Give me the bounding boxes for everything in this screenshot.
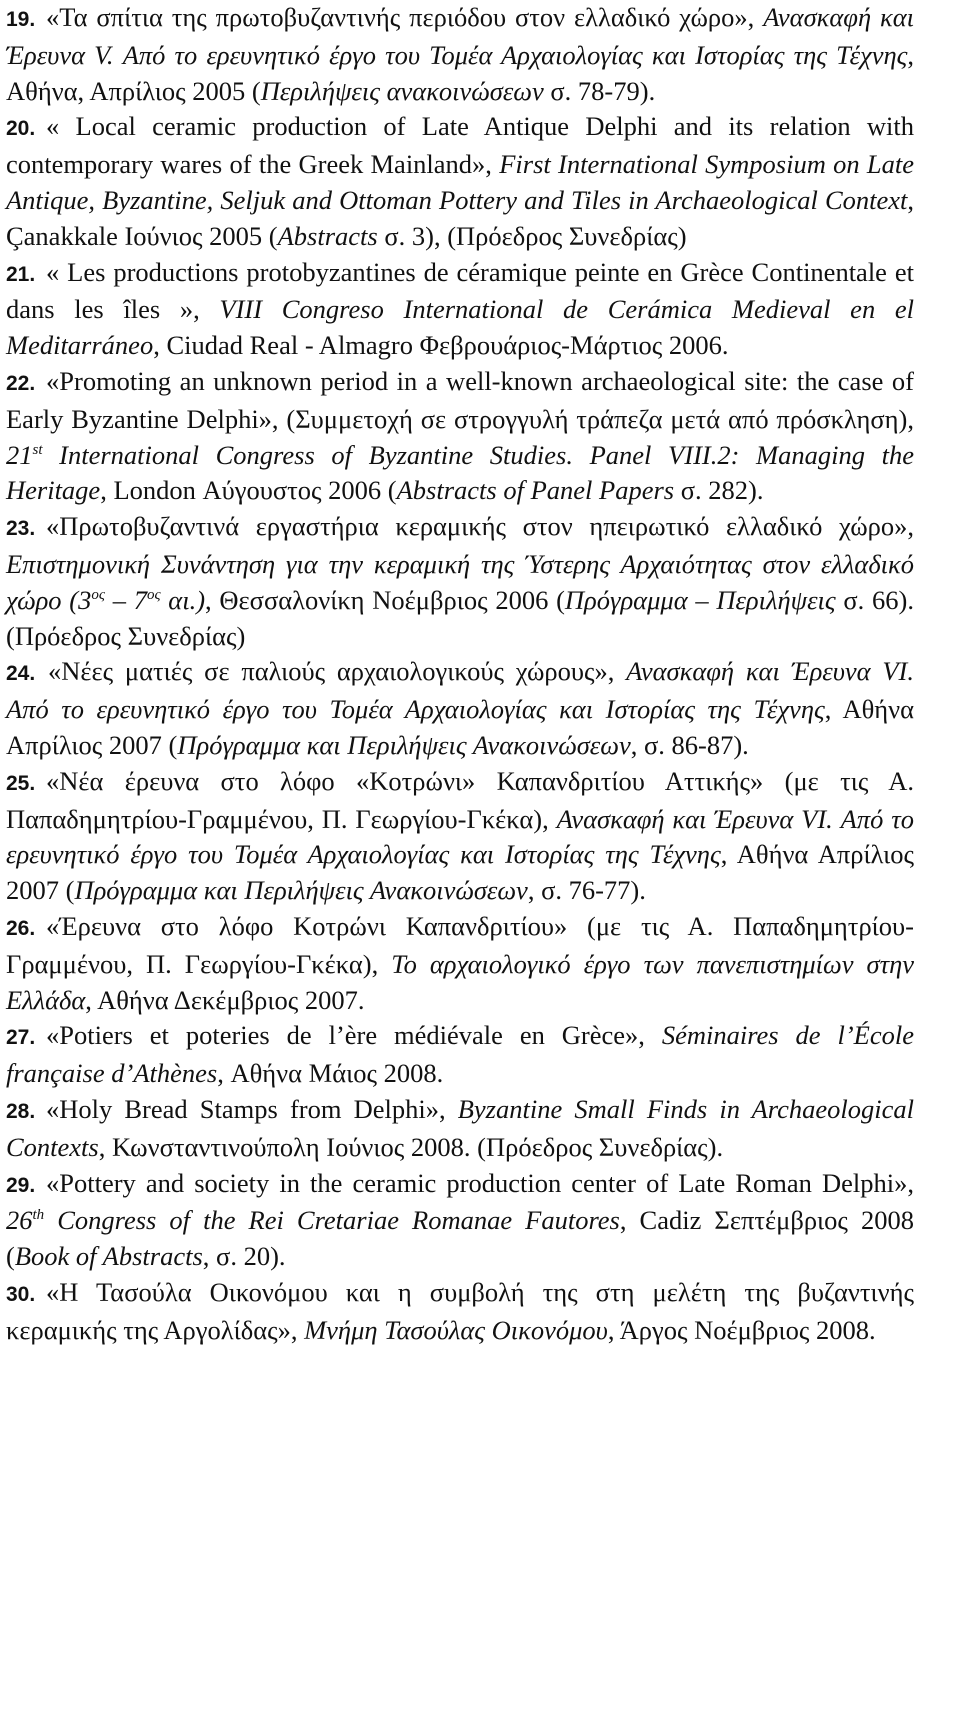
entry-text: «Pottery and society in the ceramic production center of Late Roman Delphi», <box>46 1167 914 1198</box>
italic-text: Séminaires de l’École française d’Athènes <box>6 1020 914 1089</box>
entry-number: 30. <box>6 1282 36 1306</box>
entry-number: 27. <box>6 1026 36 1050</box>
italic-text: Byzantine Small Finds in Archaeological Contexts <box>6 1093 915 1162</box>
italic-text: Μνήμη Τασούλας Οικονόμου <box>304 1314 608 1345</box>
entry-text: σ. 78-79). <box>543 75 656 106</box>
superscript-text: ος <box>91 586 105 603</box>
entry-text: σ. 3), (Πρόεδρος Συνεδρίας) <box>377 220 687 251</box>
italic-text: Το αρχαιολογικό έργο των πανεπιστημίων στην Ελλάδα <box>6 948 914 1015</box>
entry-text: « Local ceramic production of Late Antique Delphi and its relation with contemporary wares of the Greek Mainland», <box>6 111 914 180</box>
bibliography-entry <box>6 909 914 1018</box>
italic-text: VIII Congreso International de Cerámica Medieval en el Meditarráneo <box>6 294 914 361</box>
italic-text: Congress of the Rei Cretariae Romanae Fautores <box>44 1205 620 1236</box>
italic-text: Επιστημονική Συνάντηση για την κεραμική της Ύστερης Αρχαιότητας στον ελλαδικό χώρο (3 <box>6 548 914 615</box>
entry-text: , Θεσσαλονίκη Νοέμβριος 2006 ( <box>205 584 565 615</box>
entry-text: , Αθήνα, Απρίλιος 2005 ( <box>6 39 914 106</box>
italic-text: Abstracts <box>277 220 378 251</box>
bibliography-entry <box>6 1092 914 1166</box>
bibliography-entry <box>6 1166 914 1275</box>
entry-text: , Αθήνα Απρίλιος 2007 ( <box>6 839 914 906</box>
italic-text: Ανασκαφή και Έρευνα VI. Από το ερευνητικό έργο του Τομέα Αρχαιολογίας και Ιστορίας της Τέχνης <box>6 803 914 870</box>
italic-text: Πρόγραμμα και Περιλήψεις Ανακοινώσεων <box>74 875 528 906</box>
superscript-text: th <box>32 1207 45 1224</box>
entry-text: , Cadiz Σεπτέμβριος 2008 ( <box>6 1205 914 1272</box>
italic-text: Book of Abstracts <box>14 1241 203 1272</box>
entry-text: , Άργος Νοέμβριος 2008. <box>607 1314 876 1345</box>
entry-number: 21. <box>6 262 36 286</box>
entry-text: , σ. 76-77). <box>527 875 646 906</box>
entry-text: , Çanakkale Ιούνιος 2005 ( <box>6 184 914 251</box>
bibliography-entry <box>6 1018 914 1092</box>
entry-text: «Νέα έρευνα στο λόφο «Κοτρώνι» Καπανδριτίου Αττικής» (με τις Α. Παπαδημητρίου-Γραμμένου, Π. Γεωργίου-Γκέκα), <box>6 765 914 834</box>
italic-text: Abstracts of Panel Papers <box>396 475 675 506</box>
entry-number: 25. <box>6 771 36 795</box>
bibliography-entry <box>6 364 914 509</box>
bibliography-entry <box>6 764 914 909</box>
italic-text: Πρόγραμμα – Περιλήψεις <box>564 584 836 615</box>
entry-text: «Potiers et poteries de l’ère médiévale en Grèce», <box>46 1020 662 1051</box>
italic-text: Ανασκαφή και Έρευνα VI. Από το ερευνητικό έργο του Τομέα Αρχαιολογίας και Ιστορίας της Τέχνης <box>6 656 914 725</box>
entry-text: , Αθήνα Δεκέμβριος 2007. <box>85 984 365 1015</box>
entry-number: 29. <box>6 1173 36 1197</box>
bibliography-entry <box>6 654 914 763</box>
bibliography-entry <box>6 1275 914 1349</box>
entry-text: σ. 66). (Πρόεδρος Συνεδρίας) <box>6 584 914 651</box>
entry-number: 28. <box>6 1099 36 1123</box>
entry-text: « Les productions protobyzantines de céramique peinte en Grèce Continentale et dans les îles », <box>6 256 914 325</box>
bibliography-entry <box>6 509 914 654</box>
entry-text: σ. 282). <box>674 475 764 506</box>
italic-text: 21 <box>6 439 33 470</box>
entry-text: «Έρευνα στο λόφο Κοτρώνι Καπανδριτίου» (με τις Α. Παπαδημητρίου-Γραμμένου, Π. Γεωργίου-Γκέκα), <box>6 910 914 979</box>
entry-number: 22. <box>6 371 36 395</box>
italic-text: International Congress of Byzantine Studies. Panel VIII.2: Managing the Heritage <box>6 439 914 506</box>
bibliography-entry <box>6 109 914 254</box>
italic-text: 26 <box>6 1205 33 1236</box>
entry-number: 23. <box>6 517 36 541</box>
entry-text: , σ. 86-87). <box>630 729 749 760</box>
entry-text: , London Αύγουστος 2006 ( <box>100 475 397 506</box>
entry-text: , Αθήνα Μάιος 2008. <box>217 1058 444 1089</box>
entry-text: «Holy Bread Stamps from Delphi», <box>46 1093 458 1124</box>
entry-text: «Promoting an unknown period in a well-known archaeological site: the case of Early Byzantine Delphi», (Συμμετοχή σε στρογγυλή τράπεζα μετά από πρόσκληση), <box>6 365 914 434</box>
entry-number: 20. <box>6 117 36 141</box>
italic-text: – 7 <box>104 584 147 615</box>
entry-text: , σ. 20). <box>202 1241 286 1272</box>
entry-text: , Αθήνα Απρίλιος 2007 ( <box>6 694 915 760</box>
italic-text: First International Symposium on Late Antique, Byzantine, Seljuk and Ottoman Pottery and Tiles in Archaeological Context <box>6 149 914 215</box>
entry-text: «Πρωτοβυζαντινά εργαστήρια κεραμικής στον ηπειρωτικό ελλαδικό χώρο», <box>46 511 914 542</box>
italic-text: Πρόγραμμα και Περιλήψεις Ανακοινώσεων <box>177 729 631 760</box>
entry-number: 24. <box>6 662 36 686</box>
superscript-text: st <box>32 441 43 458</box>
entry-number: 26. <box>6 916 36 940</box>
bibliography-list <box>6 0 914 1348</box>
bibliography-entry <box>6 255 914 364</box>
entry-text: , Κωνσταντινούπολη Ιούνιος 2008. (Πρόεδρος Συνεδρίας). <box>98 1131 724 1162</box>
entry-text: «Νέες ματιές σε παλιούς αρχαιολογικούς χώρους», <box>48 656 627 687</box>
entry-text: «Τα σπίτια της πρωτοβυζαντινής περιόδου στον ελλαδικό χώρο», <box>46 2 764 32</box>
italic-text: αι.) <box>160 584 206 615</box>
superscript-text: ος <box>146 586 161 603</box>
entry-number: 19. <box>6 8 36 31</box>
entry-text: , Ciudad Real - Almagro Φεβρουάριος-Μάρτιος 2006. <box>153 330 729 361</box>
italic-text: Ανασκαφή και Έρευνα V. Από το ερευνητικό έργο του Τομέα Αρχαιολογίας και Ιστορίας της Τέχνης <box>6 2 914 70</box>
bibliography-entry <box>6 0 914 109</box>
entry-text: «Η Τασούλα Οικονόμου και η συμβολή της στη μελέτη της βυζαντινής κεραμικής της Αργολίδας», <box>6 1276 914 1345</box>
italic-text: Περιλήψεις ανακοινώσεων <box>260 75 544 106</box>
